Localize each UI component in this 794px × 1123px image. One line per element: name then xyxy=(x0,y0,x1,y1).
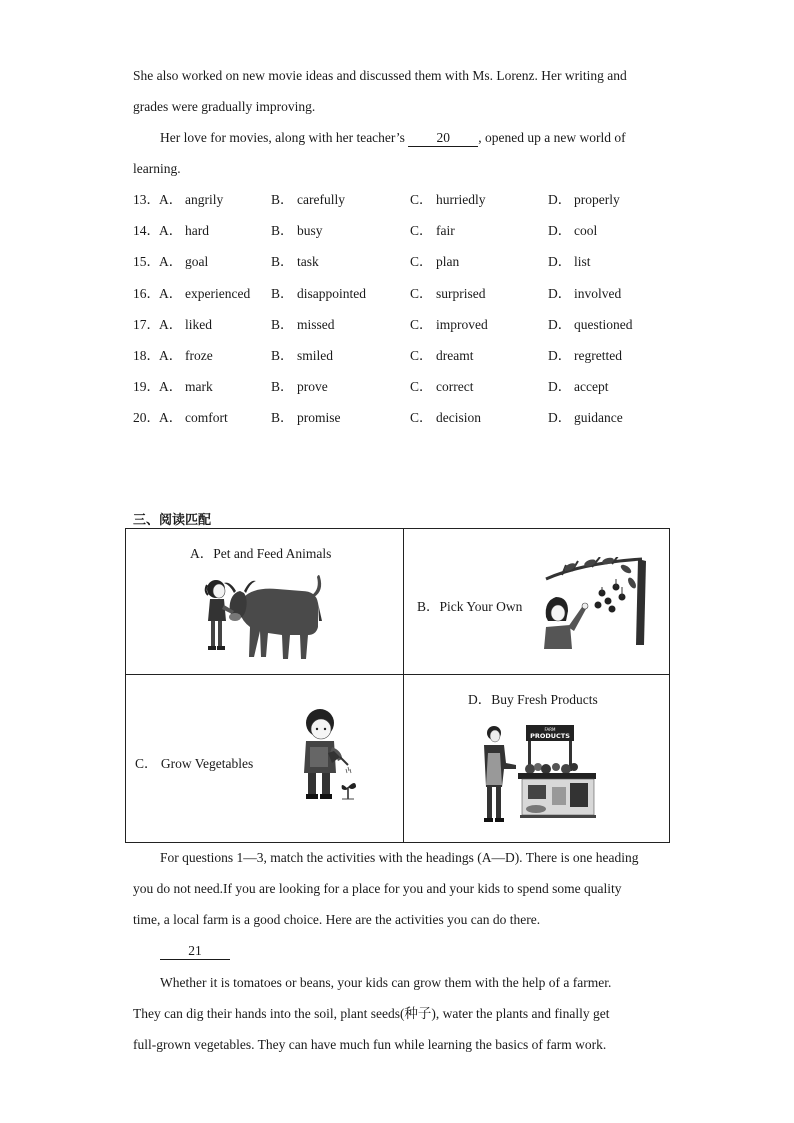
answer-option[interactable] xyxy=(271,378,328,396)
option-letter: D． xyxy=(548,285,572,301)
question-row xyxy=(133,285,622,303)
option-text: hurriedly xyxy=(436,192,486,207)
answer-option[interactable] xyxy=(159,253,208,271)
answer-option[interactable] xyxy=(548,191,620,209)
option-text: guidance xyxy=(574,410,623,426)
option-text: decision xyxy=(436,410,481,426)
answer-option[interactable] xyxy=(410,347,473,365)
option-text: properly xyxy=(574,192,620,207)
option-text: correct xyxy=(436,379,474,395)
heading-a: A．Pet and Feed Animals xyxy=(190,546,332,561)
question-row xyxy=(133,378,609,396)
answer-option[interactable] xyxy=(159,285,250,303)
option-letter: D． xyxy=(548,223,572,239)
option-letter: A． xyxy=(159,316,183,332)
answer-option[interactable] xyxy=(410,409,481,427)
question-number: 17． xyxy=(133,316,160,332)
passage-line-1: She also worked on new movie ideas and discussed them with Ms. Lorenz. Her writing and xyxy=(133,68,627,83)
instructions-line-3: time, a local farm is a good choice. Here are the activities you can do there. xyxy=(133,912,541,927)
option-letter: C． xyxy=(410,223,433,239)
option-text: involved xyxy=(574,285,622,301)
stall-sign-top: FARM xyxy=(544,727,556,732)
passage-line-4: learning. xyxy=(133,161,181,176)
option-text: task xyxy=(297,254,319,270)
question-row xyxy=(133,316,633,334)
option-letter: C． xyxy=(410,254,433,270)
option-letter: B． xyxy=(271,316,294,332)
option-text: prove xyxy=(297,379,328,395)
option-letter: A． xyxy=(159,348,183,363)
heading-table xyxy=(125,528,670,843)
option-text: hard xyxy=(185,223,209,239)
option-letter: D． xyxy=(548,254,572,270)
option-letter: D． xyxy=(548,379,572,395)
question-number: 16． xyxy=(133,285,160,301)
answer-option[interactable] xyxy=(159,409,228,427)
passage-line-3-before: Her love for movies, along with her teacher’s xyxy=(160,130,409,145)
question-row xyxy=(133,347,622,365)
answer-option[interactable] xyxy=(548,222,597,240)
option-text: froze xyxy=(185,348,213,363)
question-number: 14． xyxy=(133,223,160,239)
answer-option[interactable] xyxy=(548,347,622,365)
option-text: questioned xyxy=(574,316,633,332)
answer-option[interactable] xyxy=(159,316,212,334)
passage-line-3-after: , opened up a new world of xyxy=(478,130,626,145)
answer-option[interactable] xyxy=(271,285,366,303)
option-text: regretted xyxy=(574,348,622,363)
heading-cell-a xyxy=(126,529,404,675)
option-text: disappointed xyxy=(297,285,366,301)
option-letter: A． xyxy=(159,192,183,207)
answer-option[interactable] xyxy=(159,222,209,240)
option-letter: B． xyxy=(271,285,294,301)
option-letter: D． xyxy=(548,316,572,332)
question-21-line xyxy=(160,942,230,960)
heading-b: B．Pick Your Own xyxy=(417,599,523,614)
heading-c: C． Grow Vegetables xyxy=(135,756,254,771)
blank-20: 20 xyxy=(408,130,478,147)
option-text: fair xyxy=(436,223,455,239)
answer-option[interactable] xyxy=(548,378,608,396)
option-text: goal xyxy=(185,254,209,270)
option-text: comfort xyxy=(185,410,228,426)
option-text: plan xyxy=(436,254,460,270)
paragraph-line-1: Whether it is tomatoes or beans, your kids can grow them with the help of a farmer. xyxy=(160,975,612,990)
answer-option[interactable] xyxy=(271,347,333,365)
instructions-line-2: you do not need.If you are looking for a place for you and your kids to spend some quality xyxy=(133,881,622,896)
answer-option[interactable] xyxy=(159,378,213,396)
answer-option[interactable] xyxy=(159,347,213,365)
option-letter: B． xyxy=(271,410,294,426)
paragraph-line-2: They can dig their hands into the soil, plant seeds(种子), water the plants and finally get xyxy=(133,1006,610,1021)
answer-option[interactable] xyxy=(410,222,455,240)
option-text: accept xyxy=(574,379,609,395)
question-row xyxy=(133,191,620,209)
answer-option[interactable] xyxy=(271,222,323,240)
question-number: 19． xyxy=(133,379,160,395)
option-letter: C． xyxy=(410,379,433,395)
option-letter: C． xyxy=(410,410,433,426)
heading-d: D．Buy Fresh Products xyxy=(468,692,598,707)
answer-option[interactable] xyxy=(159,191,223,209)
question-number: 18． xyxy=(133,348,160,363)
answer-option[interactable] xyxy=(271,316,335,334)
stall-sign: PRODUCTS xyxy=(530,732,570,740)
option-letter: A． xyxy=(159,379,183,395)
pick-your-own-illustration xyxy=(542,557,647,649)
question-row xyxy=(133,409,623,427)
passage-line-2: grades were gradually improving. xyxy=(133,99,316,114)
answer-option[interactable] xyxy=(410,285,486,303)
question-row xyxy=(133,222,598,240)
option-letter: D． xyxy=(548,348,572,363)
option-letter: C． xyxy=(410,348,433,363)
option-text: improved xyxy=(436,316,488,332)
heading-cell-d xyxy=(404,675,670,843)
question-row xyxy=(133,253,591,271)
option-letter: D． xyxy=(548,192,572,207)
answer-option[interactable] xyxy=(410,253,459,271)
option-text: carefully xyxy=(297,192,345,207)
option-letter: C． xyxy=(410,192,433,207)
option-text: busy xyxy=(297,223,323,239)
option-text: smiled xyxy=(297,348,333,363)
answer-option[interactable] xyxy=(410,191,486,209)
option-text: mark xyxy=(185,379,213,395)
option-text: surprised xyxy=(436,285,486,301)
answer-option[interactable] xyxy=(410,316,488,334)
option-letter: B． xyxy=(271,254,294,270)
answer-option[interactable] xyxy=(548,409,623,427)
grow-vegetables-illustration xyxy=(298,707,360,807)
option-text: dreamt xyxy=(436,348,474,363)
option-text: angrily xyxy=(185,192,224,207)
option-text: missed xyxy=(297,316,335,332)
heading-cell-c xyxy=(126,675,404,843)
option-letter: B． xyxy=(271,348,294,363)
question-number: 15． xyxy=(133,254,160,270)
option-text: cool xyxy=(574,223,598,239)
pet-feed-animals-illustration xyxy=(202,569,326,664)
option-letter: B． xyxy=(271,379,294,395)
answer-option[interactable] xyxy=(548,316,633,334)
answer-option[interactable] xyxy=(271,409,341,427)
option-letter: A． xyxy=(159,254,183,270)
answer-option[interactable] xyxy=(548,253,591,271)
option-letter: A． xyxy=(159,223,183,239)
passage-line-3 xyxy=(160,129,626,147)
answer-option[interactable] xyxy=(410,378,473,396)
option-letter: A． xyxy=(159,285,183,301)
option-letter: D． xyxy=(548,410,572,426)
option-text: promise xyxy=(297,410,341,426)
answer-option[interactable] xyxy=(548,285,621,303)
question-number: 13． xyxy=(133,192,160,207)
instructions-line-1: For questions 1—3, match the activities with the headings (A—D). There is one heading xyxy=(160,850,639,865)
option-text: list xyxy=(574,254,591,270)
answer-option[interactable] xyxy=(271,253,319,271)
heading-cell-b xyxy=(404,529,670,675)
option-text: experienced xyxy=(185,285,251,301)
option-letter: C． xyxy=(410,285,433,301)
option-text: liked xyxy=(185,316,212,332)
option-letter: B． xyxy=(271,223,294,239)
answer-option[interactable] xyxy=(271,191,345,209)
section-title: 三、阅读匹配 xyxy=(133,513,212,528)
paragraph-line-3: full-grown vegetables. They can have much fun while learning the basics of farm work. xyxy=(133,1037,607,1052)
buy-fresh-products-illustration xyxy=(472,723,598,829)
question-number: 20． xyxy=(133,410,160,426)
option-letter: B． xyxy=(271,192,294,207)
option-letter: A． xyxy=(159,410,183,426)
blank-21: 21 xyxy=(160,943,230,960)
option-letter: C． xyxy=(410,316,433,332)
